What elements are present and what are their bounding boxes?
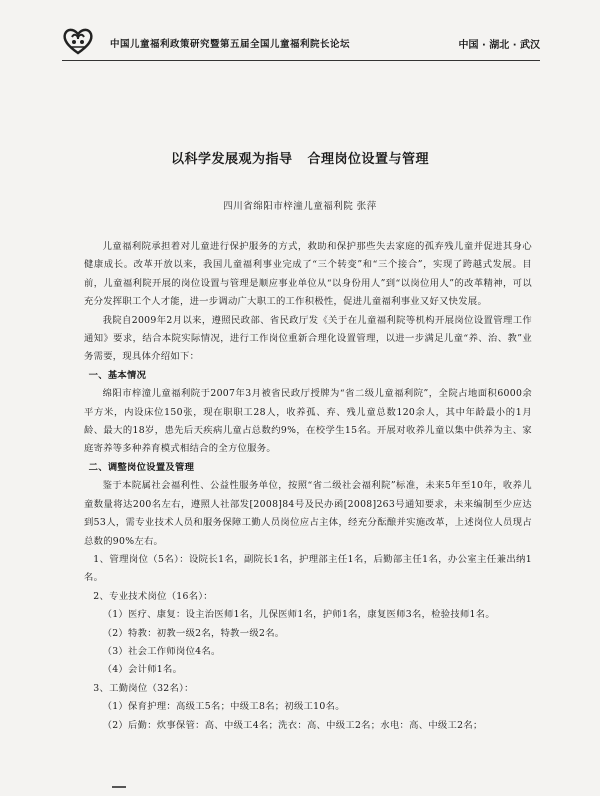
sub-item-special-ed: （2）特教：初教一级2名，特教一级2名。 xyxy=(102,627,285,639)
list-item-professional: 2、专业技术岗位（16名）： xyxy=(93,590,213,602)
paragraph-background: 我院自2009年2月以来，遵照民政部、省民政厅发《关于在儿童福利院等机构开展岗位设置管理工作通知》要求，结合本院实际情况，进行工作岗位重新合理化设置管理，以进一步满足儿童“养、治、教”业务需要，现具体介绍如下： xyxy=(84,314,532,363)
sub-item-social-work: （3）社会工作师岗位4名。 xyxy=(102,645,221,657)
list-item-service: 3、工勤岗位（32名）： xyxy=(93,682,194,694)
paragraph-basic-info: 绵阳市梓潼儿童福利院于2007年3月被省民政厅授牌为“省二级儿童福利院”，全院占地面积6000余平方米，内设床位150张，现在职职工28人，收养孤、弃、残儿童总数120余人，其中年龄最小的1月龄、最大的18岁，患先后天疾病儿童占总数约9%，在校学生15名。开展对收养儿童以集中供养为主、家庭寄养等多种养育模式相结合的全方位服务。 xyxy=(84,388,532,455)
page-number-mark xyxy=(112,786,126,788)
section-heading-basic: 一、基本情况 xyxy=(88,369,147,381)
sub-item-medical: （1）医疗、康复：设主治医师1名，儿保医师1名，护师1名，康复医师3名，检验技师1名。 xyxy=(102,609,495,621)
page-header xyxy=(62,28,540,61)
article-title: 以科学发展观为指导 合理岗位设置与管理 xyxy=(170,152,430,167)
sub-item-accountant: （4）会计师1名。 xyxy=(102,664,183,676)
header-title: 中国儿童福利政策研究暨第五届全国儿童福利院长论坛 xyxy=(110,39,351,50)
header-location: 中国 · 湖北 · 武汉 xyxy=(458,40,540,51)
section-heading-adjust: 二、调整岗位设置及管理 xyxy=(88,461,195,473)
list-item-management: 1、管理岗位（5名）：设院长1名，副院长1名，护理部主任1名，后勤部主任1名，办公室主任兼出纳1名。 xyxy=(84,553,532,584)
paragraph-adjust: 鉴于本院属社会福利性、公益性服务单位，按照“省二级社会福利院”标准，未来5年至10年，收养儿童数量将达200名左右，遵照人社部发[2008]84号及民办函[2008]263号通知要求，未来编制至少应达到53人，需专业技术人员和服务保障工勤人员岗位应占主体，经充分酝酿并实施改革，上述岗位人员现占总数的90%左右。 xyxy=(84,480,532,547)
article-body xyxy=(84,238,532,735)
article-author: 四川省绵阳市梓潼儿童福利院 张萍 xyxy=(223,201,377,212)
paragraph-intro: 儿童福利院承担着对儿童进行保护服务的方式，救助和保护那些失去家庭的孤弃残儿童并促进其身心健康成长。改革开放以来，我国儿童福利事业完成了“三个转变”和“三个接合”，实现了跨越式发展。目前，儿童福利院开展的岗位设置与管理是顺应事业单位从“以身份用人”到“以岗位用人”的改革精神，可以充分发挥职工个人才能，进一步调动广大职工的工作积极性，促进儿童福利事业又好又快发展。 xyxy=(84,241,532,308)
conference-logo-icon xyxy=(62,26,94,56)
sub-item-nursing: （1）保育护理：高级工5名；中级工8名；初级工10名。 xyxy=(102,701,345,713)
sub-item-logistics: （2）后勤：炊事保管：高、中级工4名；洗衣：高、中级工2名；水电：高、中级工2名； xyxy=(102,719,483,731)
